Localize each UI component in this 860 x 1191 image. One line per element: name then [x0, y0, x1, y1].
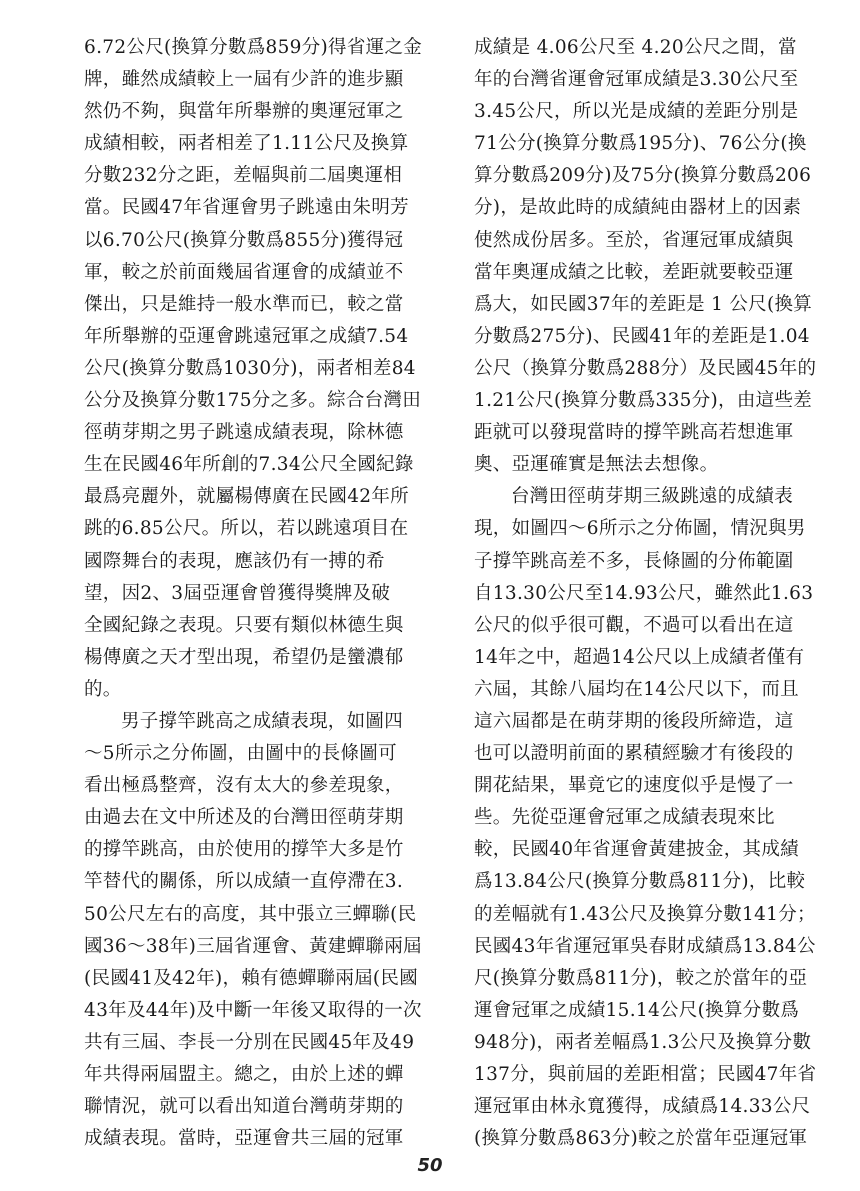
text-line: 成績是 4.06公尺至 4.20公尺之間，當	[474, 37, 797, 58]
text-line: 6.72公尺(換算分數爲859分)得省運之金	[84, 37, 423, 58]
text-line: 楊傳廣之天才型出現，希望仍是蠻濃郁	[84, 646, 404, 668]
text-line: 公尺(換算分數爲1030分)，兩者相差84	[84, 357, 416, 379]
text-line: 國際舞台的表現，應該仍有一搏的希	[84, 550, 385, 572]
text-line: 當。民國47年省運會男子跳遠由朱明芳	[84, 197, 409, 219]
text-line: 然仍不夠，與當年所舉辦的奧運冠軍之	[84, 101, 404, 123]
text-line: 由過去在文中所述及的台灣田徑萌芽期	[84, 807, 404, 829]
text-line: 最爲亮麗外，就屬楊傳廣在民國42年所	[84, 486, 409, 508]
page-number: 50	[417, 1155, 443, 1176]
text-line: 這六屆都是在萌芽期的後段所締造，這	[474, 710, 794, 732]
left-text-column	[84, 32, 421, 1155]
text-line: 50公尺左右的高度，其中張立三蟬聯(民	[84, 903, 417, 925]
text-line: 年共得兩屆盟主。總之，由於上述的蟬	[84, 1064, 404, 1085]
text-line: 成績表現。當時，亞運會共三屆的冠軍	[84, 1128, 404, 1150]
text-line: 分數232分之距，差幅與前二屆奧運相	[84, 165, 403, 187]
text-line: 距就可以發現當時的撐竿跳高若想進軍	[474, 422, 794, 444]
text-line: (民國41及42年)，賴有德蟬聯兩屆(民國	[84, 967, 419, 989]
text-line: 分)，是故此時的成績純由器材上的因素	[474, 197, 802, 219]
text-line: 自13.30公尺至14.93公尺，雖然此1.63	[474, 582, 814, 604]
text-line: 公分及換算分數175分之多。綜合台灣田	[84, 390, 422, 412]
right-text-column	[474, 32, 817, 1155]
text-line: 的差幅就有1.43公尺及換算分數141分；	[474, 903, 816, 925]
text-line: 共有三屆、李長一分別在民國45年及49	[84, 1031, 415, 1053]
text-line: 國36～38年)三屆省運會、黃建蟬聯兩屆	[84, 935, 422, 957]
text-line: 爲大，如民國37年的差距是 1 公尺(換算	[474, 293, 813, 315]
text-line: 3.45公尺，所以光是成績的差距分別是	[474, 101, 799, 123]
text-line: 現，如圖四～6所示之分佈圖，情況與男	[474, 518, 806, 540]
text-line: 較，民國40年省運會黃建披金，其成績	[474, 839, 799, 861]
text-line: 民國43年省運冠軍吳春財成績爲13.84公	[474, 935, 816, 957]
text-line: 的。	[84, 678, 122, 700]
text-line: 14年之中，超過14公尺以上成績者僅有	[474, 646, 805, 668]
text-line: 六屆，其餘八屆均在14公尺以下，而且	[474, 678, 799, 700]
text-line: 1.21公尺(換算分數爲335分)，由這些差	[474, 390, 813, 412]
text-line: 成績相較，兩者相差了1.11公尺及換算	[84, 133, 409, 155]
text-line: 算分數爲209分)及75分(換算分數爲206	[474, 165, 812, 187]
text-line: 948分)，兩者差幅爲1.3公尺及換算分數	[474, 1031, 812, 1053]
text-line: 跳的6.85公尺。所以，若以跳遠項目在	[84, 518, 409, 540]
text-line: 運會冠軍之成績15.14公尺(換算分數爲	[474, 999, 800, 1021]
text-line: 71公分(換算分數爲195分)、76公分(換	[474, 133, 807, 155]
text-line: 的撐竿跳高，由於使用的撐竿大多是竹	[84, 839, 404, 861]
text-line: 年所舉辦的亞運會跳遠冠軍之成績7.54	[84, 325, 409, 347]
text-line: 些。先從亞運會冠軍之成績表現來比	[474, 807, 775, 829]
text-line: 看出極爲整齊，沒有太大的參差現象，	[84, 775, 404, 797]
text-line: 傑出，只是維持一般水準而已，較之當	[84, 293, 404, 315]
text-line: 軍，較之於前面幾屆省運會的成績並不	[84, 261, 404, 283]
text-line: 公尺（換算分數爲288分）及民國45年的	[474, 357, 817, 379]
text-line: 生在民國46年所創的7.34公尺全國紀錄	[84, 454, 414, 476]
text-line: 43年及44年)及中斷一年後又取得的一次	[84, 999, 422, 1021]
text-line: 尺(換算分數爲811分)，較之於當年的亞	[474, 967, 808, 989]
text-line: 137分，與前屆的差距相當；民國47年省	[474, 1064, 817, 1085]
text-line: 台灣田徑萌芽期三級跳遠的成績表	[511, 486, 794, 508]
text-line: 開花結果，畢竟它的速度似乎是慢了一	[474, 775, 794, 797]
text-line: 聯情況，就可以看出知道台灣萌芽期的	[84, 1096, 404, 1118]
text-line: 男子撐竿跳高之成績表現，如圖四	[121, 710, 404, 732]
text-line: 竿替代的關係，所以成績一直停滯在3.	[84, 871, 404, 893]
text-line: 年的台灣省運會冠軍成績是3.30公尺至	[474, 69, 799, 91]
text-line: 子撐竿跳高差不多，長條圖的分佈範圍	[474, 550, 794, 572]
text-line: 牌，雖然成績較上一屆有少許的進步顯	[84, 69, 404, 91]
text-line: 運冠軍由林永寬獲得，成績爲14.33公尺	[474, 1096, 811, 1118]
text-line: 當年奧運成績之比較，差距就要較亞運	[474, 261, 794, 283]
text-line: 以6.70公尺(換算分數爲855分)獲得冠	[84, 229, 404, 251]
text-line: 使然成份居多。至於，省運冠軍成績與	[474, 229, 794, 251]
text-line: 徑萌芽期之男子跳遠成績表現，除林德	[84, 422, 404, 444]
text-line: ～5所示之分佈圖，由圖中的長條圖可	[84, 743, 397, 765]
text-line: 全國紀錄之表現。只要有類似林德生與	[84, 614, 404, 636]
text-line: 也可以證明前面的累積經驗才有後段的	[474, 743, 794, 765]
text-line: 分數爲275分)、民國41年的差距是1.04	[474, 325, 810, 347]
text-line: 公尺的似乎很可觀，不過可以看出在這	[474, 614, 794, 636]
text-line: 望，因2、3屆亞運會曾獲得獎牌及破	[84, 582, 391, 604]
text-line: 爲13.84公尺(換算分數爲811分)，比較	[474, 871, 806, 893]
text-line: (換算分數爲863分)較之於當年亞運冠軍	[474, 1128, 808, 1150]
text-line: 奧、亞運確實是無法去想像。	[474, 454, 719, 476]
